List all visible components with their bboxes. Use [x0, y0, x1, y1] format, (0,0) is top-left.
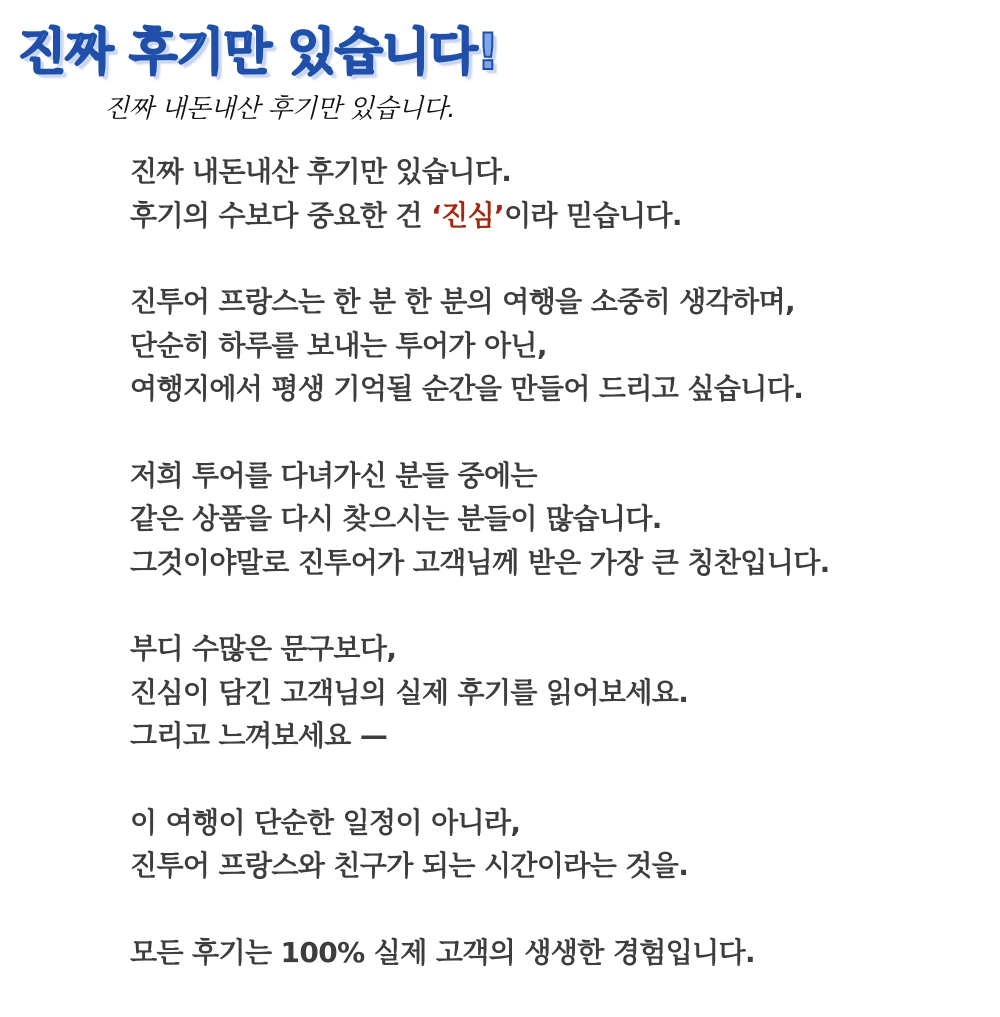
paragraph-friendship: [130, 801, 980, 888]
body-line: 그리고 느껴보세요 —: [130, 719, 388, 752]
paragraph-intro: [130, 150, 980, 237]
body-line: 그것이야말로 진투어가 고객님께 받은 가장 큰 칭찬입니다.: [130, 545, 830, 579]
paragraph-closing: [130, 931, 980, 975]
body-text: [130, 150, 980, 1017]
highlight-sincerity: ‘진심’: [431, 198, 505, 232]
body-line: [130, 194, 980, 238]
body-line: 같은 상품을 다시 찾으시는 분들이 많습니다.: [130, 502, 662, 535]
paragraph-philosophy: [130, 280, 980, 411]
body-line: 진짜 내돈내산 후기만 있습니다.: [130, 155, 512, 188]
body-line: 진투어 프랑스와 친구가 되는 시간이라는 것을.: [130, 849, 689, 882]
body-line: 여행지에서 평생 기억될 순간을 만들어 드리고 싶습니다.: [130, 372, 804, 405]
body-line: 모든 후기는 100% 실제 고객의 생생한 경험입니다.: [130, 935, 756, 969]
body-line: 단순히 하루를 보내는 투어가 아닌,: [130, 328, 547, 362]
headline: 진짜 후기만 있습니다!: [18, 23, 499, 81]
subheadline: 진짜 내돈내산 후기만 있습니다.: [104, 94, 456, 124]
body-line-text: 이라 믿습니다.: [504, 198, 682, 232]
paragraph-read-reviews: [130, 627, 980, 758]
body-line: 진심이 담긴 고객님의 실제 후기를 읽어보세요.: [130, 675, 689, 709]
body-line: 부디 수많은 문구보다,: [130, 632, 397, 665]
body-line: 이 여행이 단순한 일정이 아니라,: [130, 805, 521, 839]
body-line: 진투어 프랑스는 한 분 한 분의 여행을 소중히 생각하며,: [130, 285, 796, 318]
paragraph-returning-customers: [130, 454, 980, 585]
body-line: 저희 투어를 다녀가신 분들 중에는: [130, 458, 537, 492]
body-line-text: 후기의 수보다 중요한 건: [130, 198, 432, 232]
